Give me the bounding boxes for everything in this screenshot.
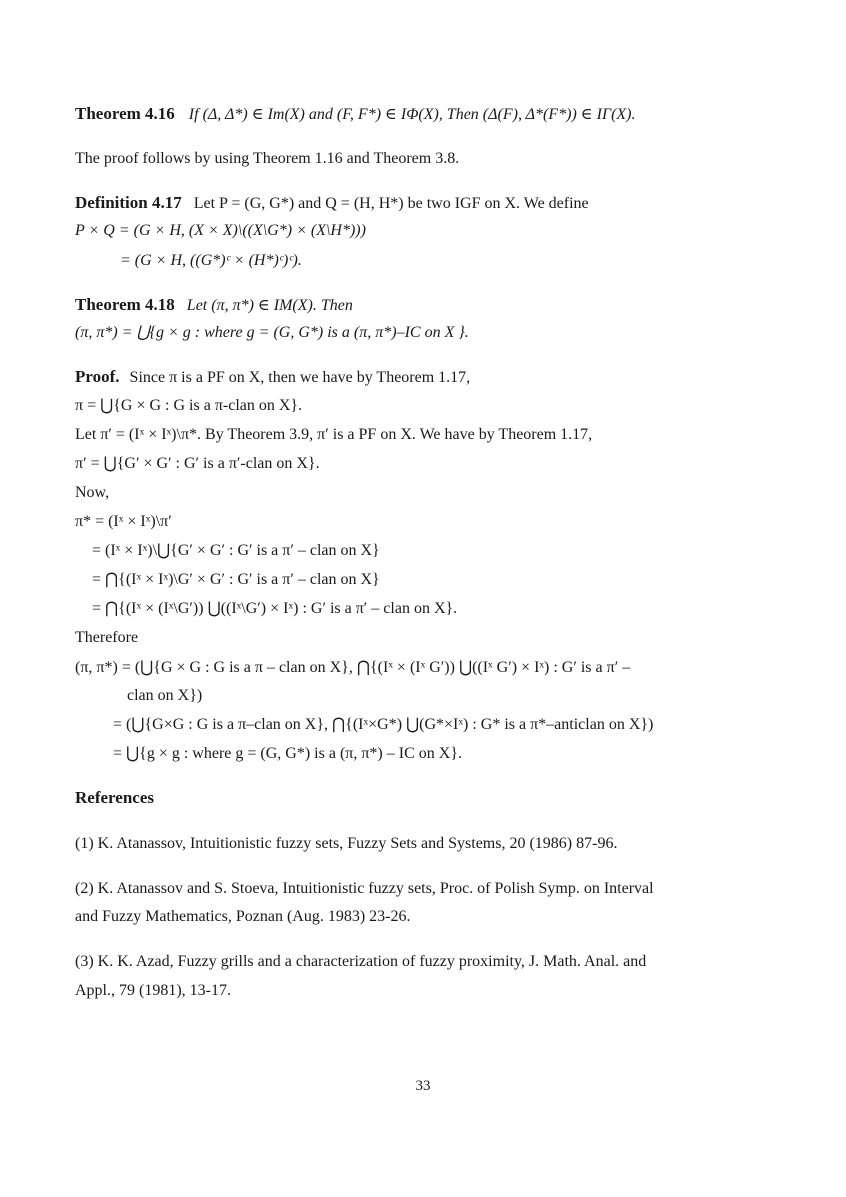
definition-line-2: P × Q = (G × H, (X × X)\((X\G*) × (X\H*))) xyxy=(75,222,366,239)
proof-line-1 xyxy=(75,367,470,388)
proof-line-4: π′ = ⋃{G′ × G′ : G′ is a π′-clan on X}. xyxy=(75,455,320,472)
reference-2-line-2: and Fuzzy Mathematics, Poznan (Aug. 1983) 23-26. xyxy=(75,908,411,925)
theorem-4-16-label: Theorem 4.16 xyxy=(75,104,175,123)
definition-line-3: = (G × H, ((G*)ᶜ × (H*)ᶜ)ᶜ). xyxy=(120,252,302,269)
proof-line-5: Now, xyxy=(75,484,110,501)
proof-line-6: π* = (Iˣ × Iˣ)\π′ xyxy=(75,513,172,530)
theorem-4-18-text: Let (π, π*) ∈ IM(X). Then xyxy=(186,297,353,314)
proof-line-9: = ⋂{(Iˣ × (Iˣ\G′)) ⋃((Iˣ\G′) × Iˣ) : G′ is a π′ – clan on X}. xyxy=(92,600,458,617)
proof-text-1: Since π is a PF on X, then we have by Theorem 1.17, xyxy=(129,369,471,386)
reference-2-line-1: (2) K. Atanassov and S. Stoeva, Intuitionistic fuzzy sets, Proc. of Polish Symp. on Interval xyxy=(75,880,654,897)
page-number: 33 xyxy=(415,1078,431,1094)
reference-1: (1) K. Atanassov, Intuitionistic fuzzy sets, Fuzzy Sets and Systems, 20 (1986) 87-96. xyxy=(75,835,618,852)
proof-line-7: = (Iˣ × Iˣ)\⋃{G′ × G′ : G′ is a π′ – clan on X} xyxy=(92,542,380,559)
definition-4-17 xyxy=(75,193,589,214)
proof-line-10: Therefore xyxy=(75,629,139,646)
proof-line-3: Let π′ = (Iˣ × Iˣ)\π*. By Theorem 3.9, π′ is a PF on X. We have by Theorem 1.17, xyxy=(75,426,593,443)
reference-3-line-2: Appl., 79 (1981), 13-17. xyxy=(75,982,231,999)
proof-label: Proof. xyxy=(75,367,120,386)
theorem-4-16 xyxy=(75,104,636,125)
proof-line-2: π = ⋃{G × G : G is a π-clan on X}. xyxy=(75,397,303,414)
definition-4-17-text: Let P = (G, G*) and Q = (H, H*) be two IGF on X. We define xyxy=(193,195,589,212)
theorem-4-18-line-2: (π, π*) = ⋃{g × g : where g = (G, G*) is a (π, π*)–IC on X }. xyxy=(75,324,469,341)
definition-4-17-label: Definition 4.17 xyxy=(75,193,182,212)
theorem-4-18-label: Theorem 4.18 xyxy=(75,295,175,314)
theorem-4-18 xyxy=(75,295,353,316)
theorem-4-16-text: If (Δ, Δ*) ∈ Im(X) and (F, F*) ∈ IΦ(X), Then (Δ(F), Δ*(F*)) ∈ IΓ(X). xyxy=(188,106,636,123)
proof-line-14: = ⋃{g × g : where g = (G, G*) is a (π, π*) – IC on X}. xyxy=(113,745,462,762)
proof-note: The proof follows by using Theorem 1.16 and Theorem 3.8. xyxy=(75,150,460,167)
references-heading: References xyxy=(75,788,154,807)
proof-line-8: = ⋂{(Iˣ × Iˣ)\G′ × G′ : G′ is a π′ – clan on X} xyxy=(92,571,380,588)
reference-3-line-1: (3) K. K. Azad, Fuzzy grills and a characterization of fuzzy proximity, J. Math. Anal. and xyxy=(75,953,647,970)
proof-line-12: clan on X}) xyxy=(127,687,203,704)
proof-line-13: = (⋃{G×G : G is a π–clan on X}, ⋂{(Iˣ×G*) ⋃(G*×Iˣ) : G* is a π*–anticlan on X}) xyxy=(113,716,654,733)
proof-line-11: (π, π*) = (⋃{G × G : G is a π – clan on X}, ⋂{(Iˣ × (Iˣ G′)) ⋃((Iˣ G′) × Iˣ) : G′ is a π′ – xyxy=(75,659,631,676)
